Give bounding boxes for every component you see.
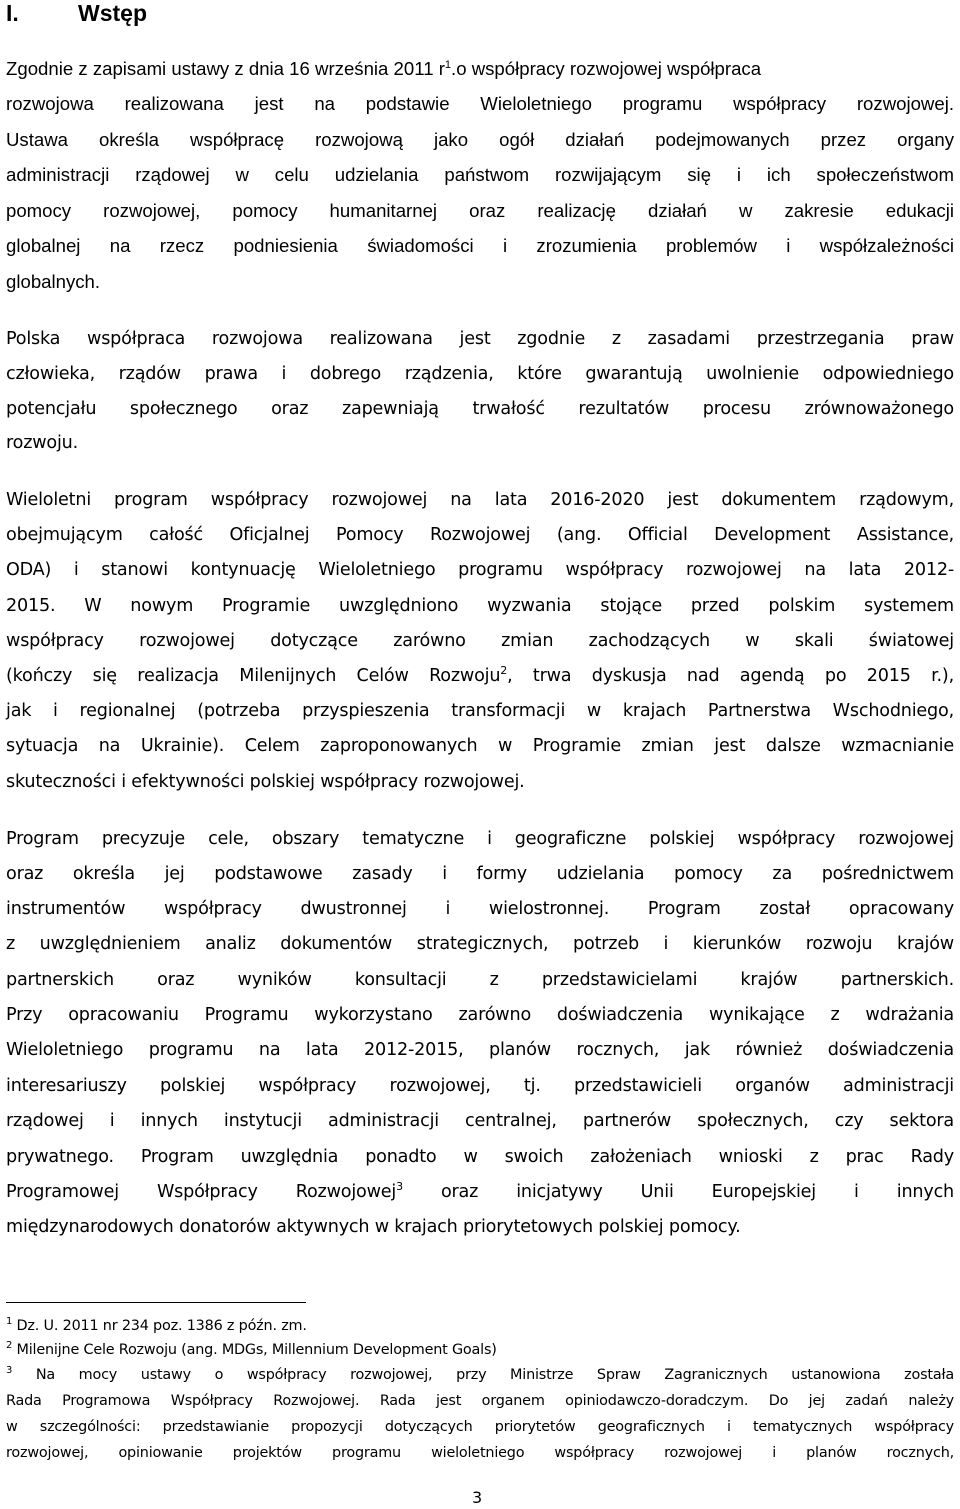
text-line <box>6 1181 954 1203</box>
text-line: instrumentów współpracy dwustronnej i wielostronnej. Program został opracowany <box>6 899 954 919</box>
footnote-3-line: w szczególności: przedstawianie propozycji dotyczących priorytetów geograficznych i tematycznych współpracy <box>6 1419 954 1435</box>
text-span: .o współpracy rozwojowej współpraca <box>451 58 762 79</box>
footnote-separator <box>6 1302 306 1303</box>
text-line: Przy opracowaniu Programu wykorzystano zarówno doświadczenia wynikające z wdrażania <box>6 1005 954 1025</box>
text-line: interesariuszy polskiej współpracy rozwojowej, tj. przedstawicieli organów administracji <box>6 1076 954 1096</box>
footnote-ref-3[interactable]: 3 <box>396 1180 403 1193</box>
text-line: pomocy rozwojowej, pomocy humanitarnej oraz realizację działań w zakresie edukacji <box>6 200 954 221</box>
text-line: administracji rządowej w celu udzielania państwom rozwijającym się i ich społeczeństwom <box>6 164 954 185</box>
text-span: (kończy się realizacja Milenijnych Celów Rozwoju <box>6 666 501 686</box>
footnote-1 <box>6 1317 954 1335</box>
text-line: Wieloletni program współpracy rozwojowej na lata 2016-2020 jest dokumentem rządowym, <box>6 490 954 510</box>
footnote-text: Na mocy ustawy o współpracy rozwojowej, przy Ministrze Spraw Zagranicznych ustanowiona została <box>35 1367 954 1383</box>
text-line: współpracy rozwojowej dotyczące zarówno zmian zachodzących w skali światowej <box>6 631 954 651</box>
text-line: prywatnego. Program uwzględnia ponadto w swoich założeniach wnioski z prac Rady <box>6 1147 954 1167</box>
footnote-text: Dz. U. 2011 nr 234 poz. 1386 z późn. zm. <box>12 1318 307 1334</box>
text-line: Polska współpraca rozwojowa realizowana jest zgodnie z zasadami przestrzegania praw <box>6 329 954 349</box>
section-number: I. <box>6 0 19 26</box>
footnote-3-line: rozwojowej, opiniowanie projektów programu wieloletniego współpracy rozwojowej i planów rocznych, <box>6 1445 954 1461</box>
text-line: sytuacja na Ukrainie). Celem zaproponowanych w Programie zmian jest dalsze wzmacnianie <box>6 736 954 756</box>
text-line: Ustawa określa współpracę rozwojową jako ogół działań podejmowanych przez organy <box>6 129 954 150</box>
text-line: oraz określa jej podstawowe zasady i formy udzielania pomocy za pośrednictwem <box>6 864 954 884</box>
text-line: obejmującym całość Oficjalnej Pomocy Rozwojowej (ang. Official Development Assistance, <box>6 525 954 545</box>
footnote-mark: 3 <box>6 1365 13 1376</box>
section-title: Wstęp <box>78 0 147 26</box>
text-line: z uwzględnieniem analiz dokumentów strategicznych, potrzeb i kierunków rozwoju krajów <box>6 934 954 954</box>
text-line: Program precyzuje cele, obszary tematyczne i geograficzne polskiej współpracy rozwojowej <box>6 829 954 849</box>
page-number: 3 <box>472 1488 483 1507</box>
text-line: rozwojowa realizowana jest na podstawie Wieloletniego programu współpracy rozwojowej. <box>6 93 954 114</box>
footnote-mark: 2 <box>6 1340 13 1351</box>
text-line: ODA) i stanowi kontynuację Wieloletniego programu współpracy rozwojowej na lata 2012- <box>6 560 954 580</box>
text-line: partnerskich oraz wyników konsultacji z przedstawicielami krajów partnerskich. <box>6 970 954 990</box>
footnote-3-line: Rada Programowa Współpracy Rozwojowej. Rada jest organem opiniodawczo-doradczym. Do jej zadań należy <box>6 1393 954 1409</box>
text-line: 2015. W nowym Programie uwzględniono wyzwania stojące przed polskim systemem <box>6 596 954 616</box>
text-span: , trwa dyskusja nad agendą po 2015 r.), <box>507 666 954 686</box>
text-line: potencjału społecznego oraz zapewniają trwałość rezultatów procesu zrównoważonego <box>6 399 954 419</box>
footnote-text: Milenijne Cele Rozwoju (ang. MDGs, Millennium Development Goals) <box>12 1342 497 1358</box>
footnote-ref-2[interactable]: 2 <box>500 664 508 677</box>
text-line: Wieloletniego programu na lata 2012-2015, planów rocznych, jak również doświadczenia <box>6 1040 954 1060</box>
text-line: człowieka, rządów prawa i dobrego rządzenia, które gwarantują uwolnienie odpowiedniego <box>6 364 954 384</box>
footnote-mark: 1 <box>6 1316 13 1327</box>
text-line <box>6 665 954 687</box>
text-line: globalnych. <box>6 271 101 292</box>
text-line <box>6 58 954 80</box>
text-line: międzynarodowych donatorów aktywnych w krajach priorytetowych polskiej pomocy. <box>6 1217 741 1237</box>
text-line: skuteczności i efektywności polskiej współpracy rozwojowej. <box>6 772 525 792</box>
footnote-ref-1[interactable]: 1 <box>444 59 452 71</box>
text-line: rozwoju. <box>6 433 79 453</box>
text-span: Programowej Współpracy Rozwojowej <box>6 1182 397 1202</box>
footnote-3 <box>6 1366 954 1384</box>
text-span: Zgodnie z zapisami ustawy z dnia 16 września 2011 r <box>6 58 445 79</box>
text-span: oraz inicjatywy Unii Europejskiej i innych <box>402 1182 954 1202</box>
text-line: globalnej na rzecz podniesienia świadomości i zrozumienia problemów i współzależności <box>6 235 954 256</box>
text-line: rządowej i innych instytucji administracji centralnej, partnerów społecznych, czy sektora <box>6 1111 954 1131</box>
footnote-2 <box>6 1341 954 1359</box>
section-heading <box>6 0 147 26</box>
text-line: jak i regionalnej (potrzeba przyspieszenia transformacji w krajach Partnerstwa Wschodniego, <box>6 701 954 721</box>
